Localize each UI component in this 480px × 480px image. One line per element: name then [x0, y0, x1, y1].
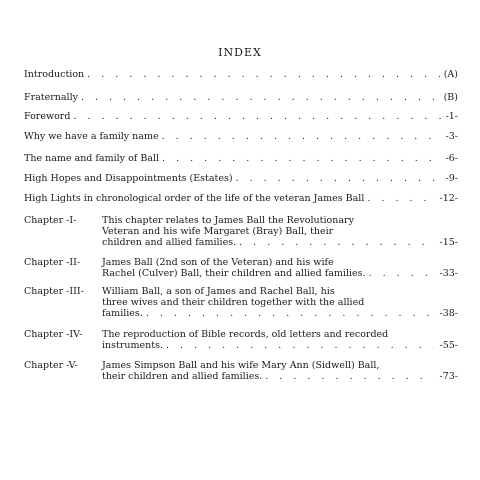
entry-label: High Lights in chronological order of the life of the veteran James Ball [24, 193, 365, 204]
chapter-label: Chapter -IV- [24, 329, 83, 340]
chapter-line: James Simpson Ball and his wife Mary Ann (Sidwell) Ball, [102, 360, 380, 371]
chapter-page: -73- [439, 371, 458, 382]
chapter-line: James Ball (2nd son of the Veteran) and his wife [102, 257, 334, 268]
chapter-line: three wives and their children together with the allied [102, 297, 365, 308]
chapter-line: William Ball, a son of James and Rachel Ball, his [102, 286, 335, 297]
dot-leader [166, 340, 435, 351]
index-entry-high-lights [24, 193, 458, 204]
chapter-page: -38- [439, 308, 458, 319]
dot-leader [81, 92, 441, 103]
entry-label: High Hopes and Disappointments (Estates) [24, 173, 233, 184]
dot-leader [369, 268, 435, 279]
chapter-description [102, 215, 458, 248]
chapter-line: The reproduction of Bible records, old letters and recorded [102, 329, 389, 340]
chapter-label: Chapter -I- [24, 215, 77, 226]
dot-leader [236, 173, 443, 184]
entry-page: -1- [445, 111, 458, 122]
dot-leader [73, 111, 442, 122]
index-entry-high-hopes [24, 173, 458, 184]
chapter-line: This chapter relates to James Ball the Revolutionary [102, 215, 354, 226]
chapter-page: -55- [439, 340, 458, 351]
chapter-label: Chapter -III- [24, 286, 84, 297]
dot-leader [162, 131, 443, 142]
entry-page: -3- [445, 131, 458, 142]
chapter-line: their children and allied families. [102, 371, 263, 382]
chapter-description [102, 329, 458, 351]
chapter-description [102, 257, 458, 279]
index-entry-name-and-family [24, 153, 458, 164]
entry-label: Foreword [24, 111, 71, 122]
dot-leader [162, 153, 442, 164]
chapter-description [102, 360, 458, 382]
chapter-last-line [102, 268, 458, 279]
chapter-page: -33- [439, 268, 458, 279]
chapter-last-line [102, 371, 458, 382]
dot-leader [239, 237, 434, 248]
index-entry-fraternally [24, 92, 458, 103]
chapter-line: children and allied families. [102, 237, 237, 248]
chapter-page: -15- [439, 237, 458, 248]
entry-label: Why we have a family name [24, 131, 159, 142]
index-entry-family-name [24, 131, 458, 142]
chapter-last-line [102, 237, 458, 248]
entry-page: (A) [443, 69, 458, 80]
entry-page: -12- [439, 193, 458, 204]
chapter-description [102, 286, 458, 319]
entry-label: Introduction [24, 69, 85, 80]
chapter-line: Veteran and his wife Margaret (Bray) Ball, their [102, 226, 334, 237]
chapter-line: Rachel (Culver) Ball, their children and allied families. [102, 268, 366, 279]
dot-leader [87, 69, 441, 80]
index-entry-introduction [24, 69, 458, 80]
entry-page: (B) [443, 92, 458, 103]
entry-label: Fraternally [24, 92, 79, 103]
chapter-line: families. [102, 308, 143, 319]
chapter-label: Chapter -II- [24, 257, 81, 268]
chapter-label: Chapter -V- [24, 360, 78, 371]
index-entry-foreword [24, 111, 458, 122]
entry-page: -9- [445, 173, 458, 184]
chapter-last-line [102, 308, 458, 319]
dot-leader [146, 308, 435, 319]
page-title: INDEX [218, 46, 262, 59]
chapter-line: instruments. [102, 340, 163, 351]
entry-page: -6- [445, 153, 458, 164]
entry-label: The name and family of Ball [24, 153, 160, 164]
chapter-last-line [102, 340, 458, 351]
dot-leader [367, 193, 436, 204]
dot-leader [265, 371, 434, 382]
